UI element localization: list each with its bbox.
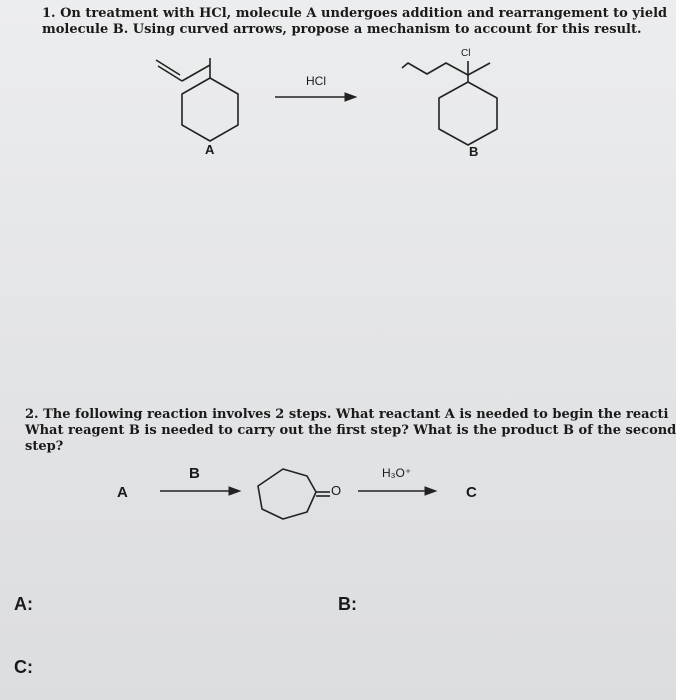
cyclohexanone-ring	[258, 469, 316, 519]
answer-b-label: B:	[338, 594, 357, 614]
molecule-b-propyl-chain	[402, 63, 468, 75]
question-1-line-2: molecule B. Using curved arrows, propose a mechanism to account for this result.	[42, 22, 642, 37]
product-c-label: C	[466, 484, 477, 501]
molecule-a-label: A	[205, 142, 215, 157]
reaction-arrow-2-head	[229, 487, 240, 495]
reaction-arrow-3-head	[425, 487, 436, 495]
question-1-line-1: 1. On treatment with HCl, molecule A undergoes addition and rearrangement to yield	[42, 6, 668, 21]
answer-c-label: C:	[14, 657, 33, 677]
reagent-b-label: B	[189, 465, 200, 482]
answer-a-label: A:	[14, 594, 33, 614]
molecule-b-methyl-bond	[468, 63, 490, 75]
reaction-arrow-1-head	[345, 93, 356, 101]
question-2-line-1: 2. The following reaction involves 2 steps. What reactant A is needed to begin the reacti	[25, 407, 669, 422]
chlorine-atom-label: Cl	[461, 48, 471, 59]
question-2-line-3: step?	[25, 439, 64, 454]
molecule-b-ring	[439, 82, 497, 145]
molecule-a-vinyl-bond	[182, 65, 210, 81]
reactant-a-label: A	[117, 484, 128, 501]
reagent-h3o-label: H₃O⁺	[382, 466, 412, 480]
question-2-line-2: What reagent B is needed to carry out the first step? What is the product B of the second	[25, 423, 676, 438]
question-2-text	[25, 407, 676, 455]
reagent-hcl-label: HCl	[306, 74, 326, 88]
molecule-b-label: B	[469, 144, 479, 159]
molecule-a-ring	[182, 78, 238, 141]
oxygen-atom-label: O	[331, 483, 342, 498]
